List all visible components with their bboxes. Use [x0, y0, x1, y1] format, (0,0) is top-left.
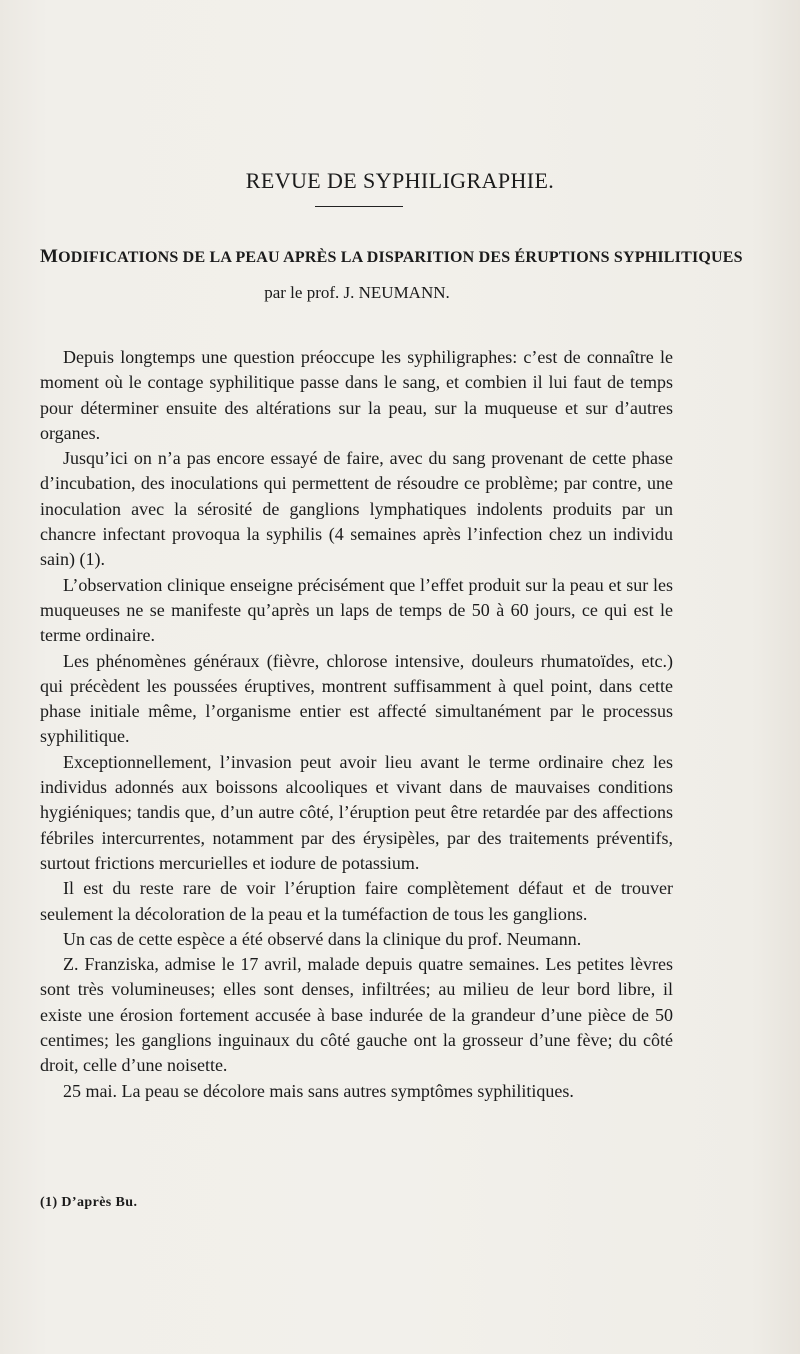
article-title-rest: ODIFICATIONS DE LA PEAU APRÈS LA DISPARITION DES ÉRUPTIONS SYPHILITIQUES: [58, 249, 743, 266]
paragraph: Z. Franziska, admise le 17 avril, malade depuis quatre semaines. Les petites lèvres sont très volumineuses; elles sont denses, infiltrées; au milieu de leur bord libre, il existe une érosion fortement accusée à base indurée de la grandeur d’une pièce de 50 centimes; les ganglions inguinaux du côté gauche ont la grosseur d’une fève; du côté droit, celle d’une noisette.: [40, 954, 673, 1076]
author-line: par le prof. J. NEUMANN.: [264, 283, 450, 302]
article-body: [40, 345, 673, 1104]
journal-title: REVUE DE SYPHILIGRAPHIE.: [245, 168, 555, 193]
paragraph: Exceptionnellement, l’invasion peut avoir lieu avant le terme ordinaire chez les individus adonnés aux boissons alcooliques et vivant dans de mauvaises conditions hygiéniques; tandis que, d’un autre côté, l’éruption peut être retardée par des affections fébriles intercurrentes, notamment par des érysipèles, par des traitements préventifs, surtout frictions mercurielles et iodure de potassium.: [40, 751, 673, 873]
title-divider: [315, 206, 403, 207]
paragraph: 25 mai. La peau se décolore mais sans autres symptômes syphilitiques.: [63, 1080, 574, 1101]
footnote: (1) D’après Bu.: [40, 1195, 138, 1210]
paragraph: L’observation clinique enseigne précisément que l’effet produit sur la peau et sur les muqueuses ne se manifeste qu’après un laps de temps de 50 à 60 jours, ce qui est le terme ordinaire.: [40, 574, 673, 646]
paragraph: Il est du reste rare de voir l’éruption faire complètement défaut et de trouver seulement la décoloration de la peau et la tuméfaction de tous les ganglions.: [40, 878, 673, 924]
article-title-initial: M: [40, 246, 59, 267]
paragraph: Un cas de cette espèce a été observé dans la clinique du prof. Neumann.: [63, 928, 582, 949]
paragraph: Jusqu’ici on n’a pas encore essayé de faire, avec du sang provenant de cette phase d’incubation, des inoculations qui permettent de résoudre ce problème; par contre, une inoculation avec la sérosité de ganglions lymphatiques indolents produits par un chancre infectant provoqua la syphilis (4 semaines après l’infection chez un individu sain) (1).: [40, 448, 673, 570]
article-title: [40, 246, 743, 268]
paragraph: Depuis longtemps une question préoccupe les syphiligraphes: c’est de connaître le moment où le contage syphilitique passe dans le sang, et combien il lui faut de temps pour déterminer ensuite des altérations sur la peau, sur la muqueuse et sur d’autres organes.: [40, 347, 673, 443]
paragraph: Les phénomènes généraux (fièvre, chlorose intensive, douleurs rhumatoïdes, etc.) qui précèdent les poussées éruptives, montrent suffisamment à quel point, dans cette phase initiale même, l’organisme entier est affecté simultanément par le processus syphilitique.: [40, 650, 673, 747]
